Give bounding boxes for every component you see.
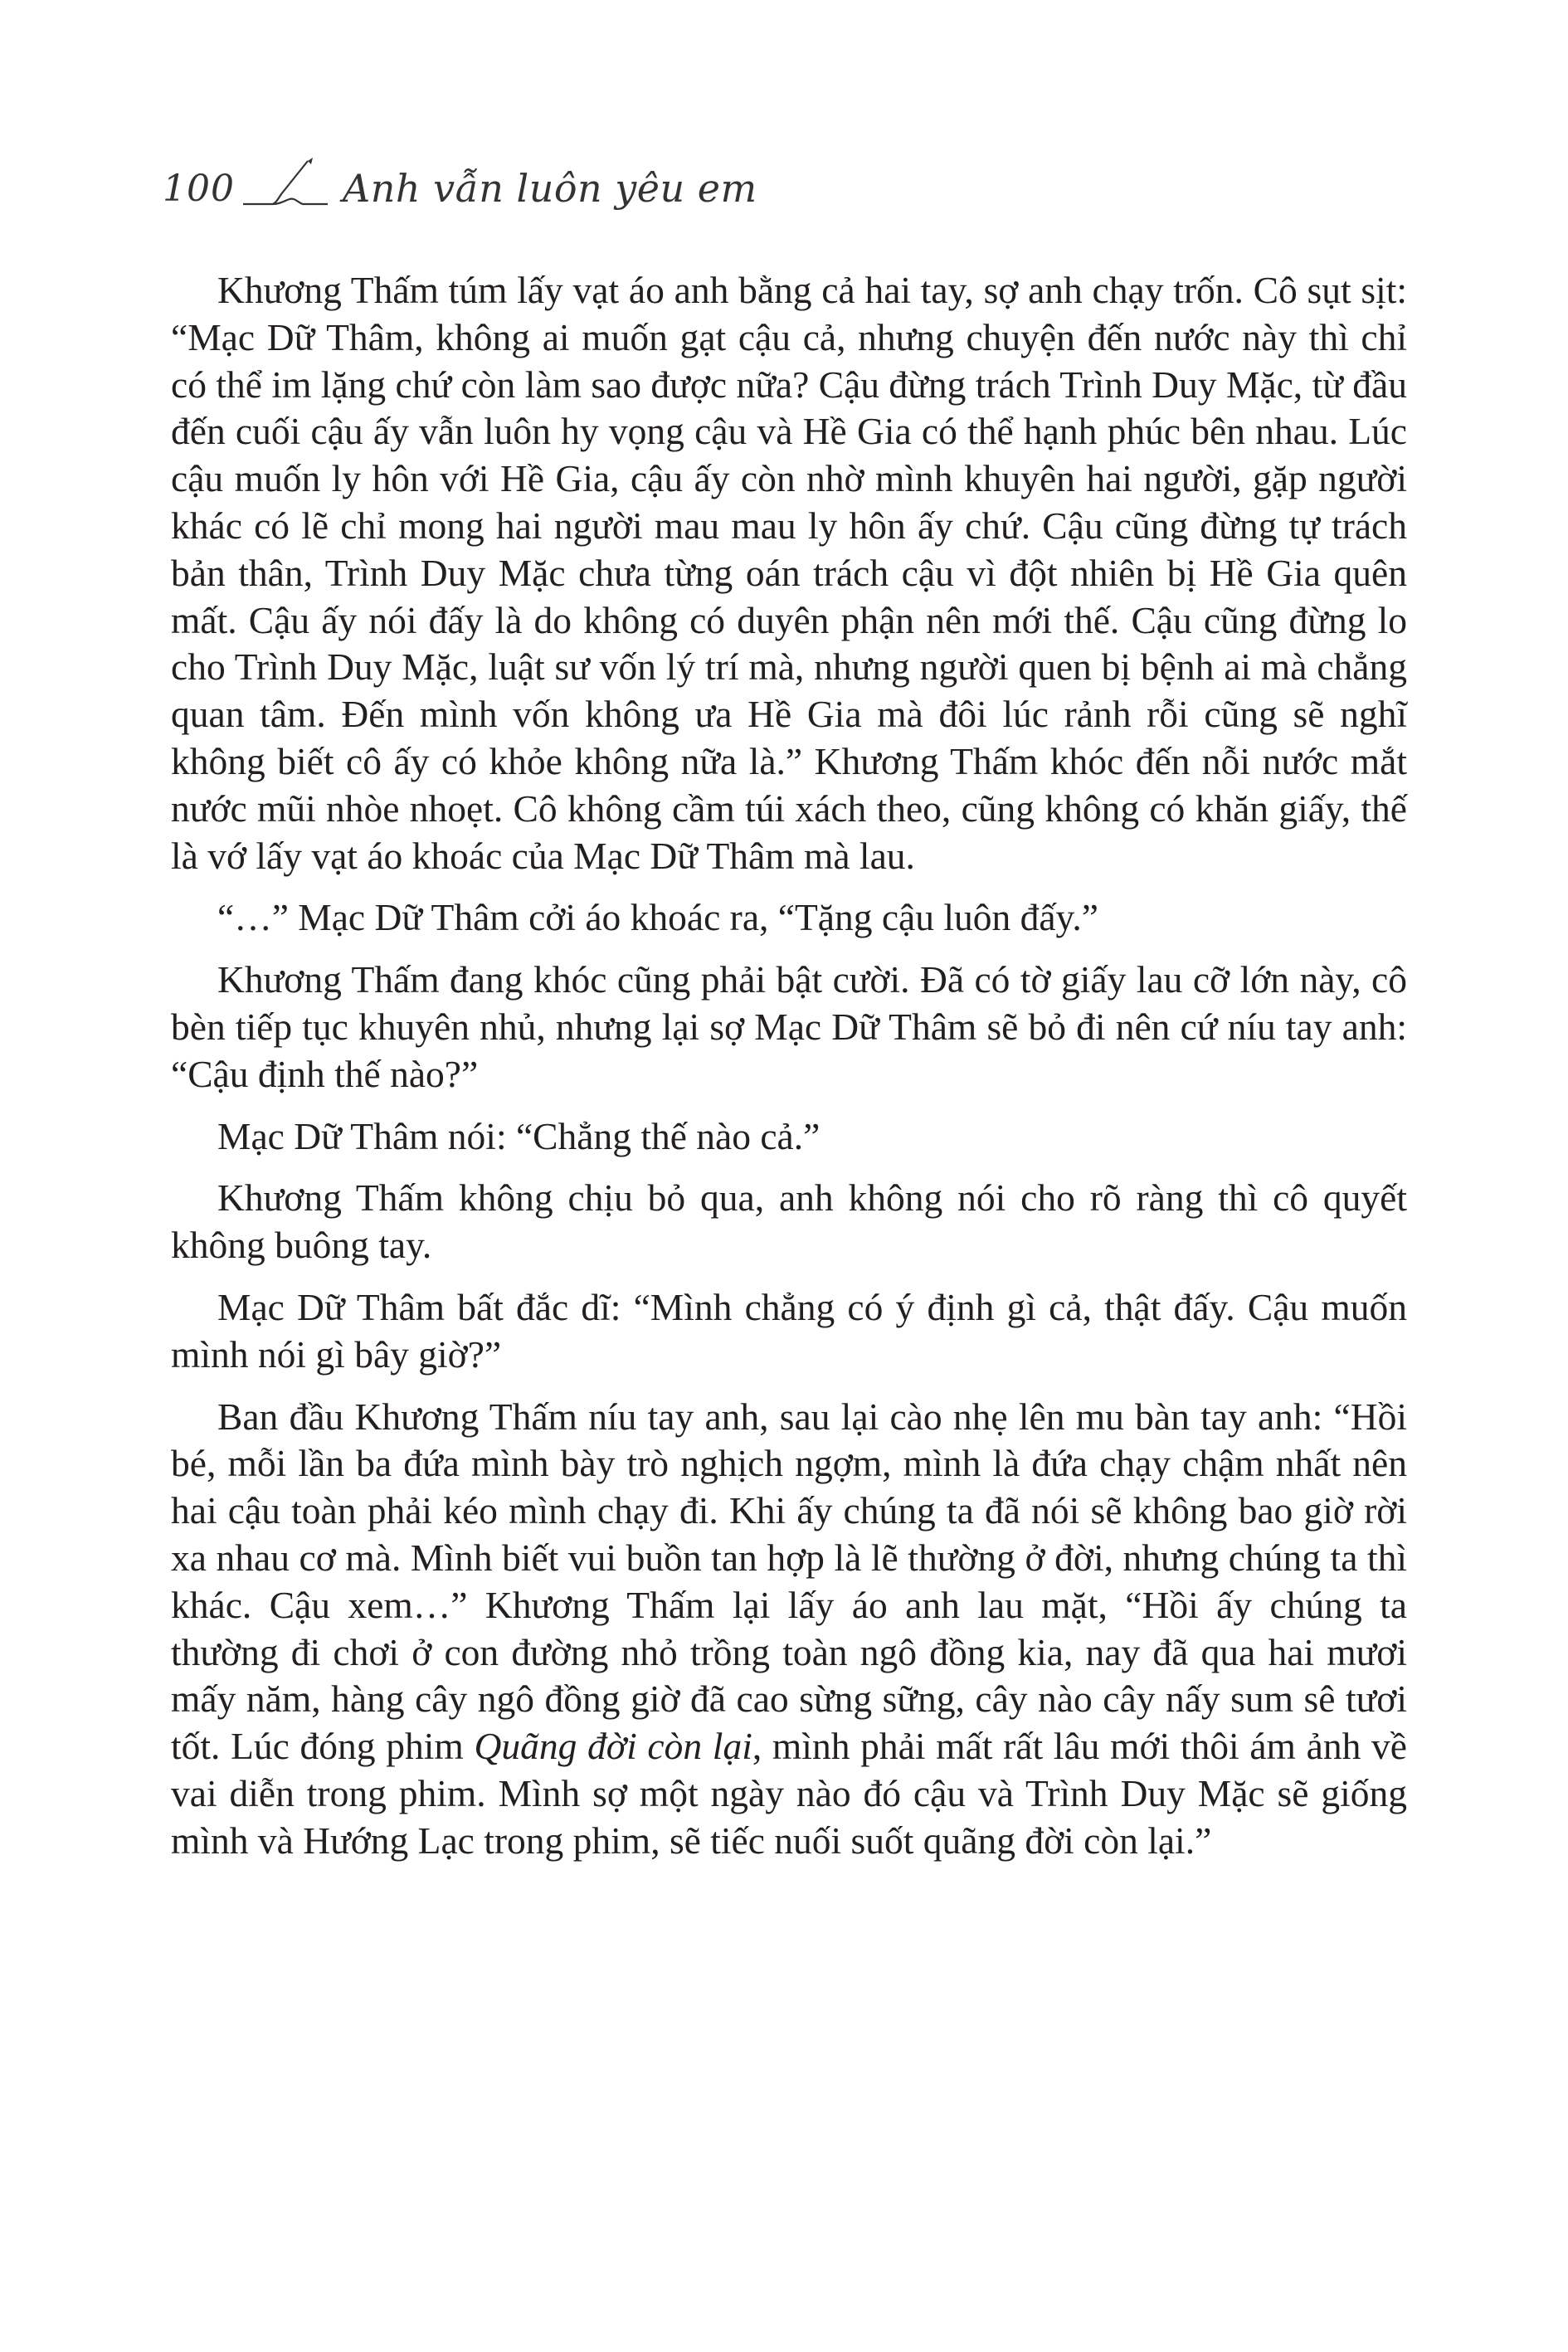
paragraph-5: Khương Thấm không chịu bỏ qua, anh không nói cho rõ ràng thì cô quyết không buông tay. — [171, 1176, 1407, 1267]
paragraph-7-start: Ban đầu Khương Thấm níu tay anh, sau lại cào nhẹ lên mu bàn tay anh: “Hồi bé, mỗi lần ba đứa mình bày trò nghịch ngợm, mình là đứa chạy chậm nhất nên hai cậu toàn phải kéo mình chạy đi. Khi ấy chúng ta đã nói sẽ không bao giờ rời xa nhau cơ mà. Mình biết vui buồn tan hợp là lẽ thường ở đời, nhưng chúng ta thì khác. Cậu xem…” Khương Thấm lại lấy áo anh lau mặt, “Hồi ấy chúng ta thường đi chơi ở con đường nhỏ trồng toàn ngô đồng kia, nay đã qua hai mươi mấy năm, hàng cây ngô đồng giờ đã cao sừng sững, cây nào cây nấy sum sê tươi tốt. Lúc đóng phim — [171, 1395, 1407, 1768]
chapter-body — [171, 267, 1407, 1865]
paragraph-6: Mạc Dữ Thâm bất đắc dĩ: “Mình chẳng có ý định gì cả, thật đấy. Cậu muốn mình nói gì bây giờ?” — [171, 1285, 1407, 1376]
film-title: Quãng đời còn lại — [474, 1725, 752, 1768]
pen-icon — [240, 156, 331, 207]
running-header — [163, 149, 757, 211]
paragraph-7-end: , mình phải mất rất lâu mới thôi ám ảnh về vai diễn trong phim. Mình sợ một ngày nào đó cậu và Trình Duy Mặc sẽ giống mình và Hướng Lạc trong phim, sẽ tiếc nuối suốt quãng đời còn lại.” — [171, 1725, 1407, 1862]
paragraph-3: Khương Thấm đang khóc cũng phải bật cười. Đã có tờ giấy lau cỡ lớn này, cô bèn tiếp tục khuyên nhủ, nhưng lại sợ Mạc Dữ Thâm sẽ bỏ đi nên cứ níu tay anh: “Cậu định thế nào?” — [171, 958, 1407, 1095]
page-number: 100 — [163, 168, 235, 210]
paragraph-1: Khương Thấm túm lấy vạt áo anh bằng cả hai tay, sợ anh chạy trốn. Cô sụt sịt: “Mạc Dữ Thâm, không ai muốn gạt cậu cả, nhưng chuyện đến nước này thì chỉ có thể im lặng chứ còn làm sao được nữa? Cậu đừng trách Trình Duy Mặc, từ đầu đến cuối cậu ấy vẫn luôn hy vọng cậu và Hề Gia có thể hạnh phúc bên nhau. Lúc cậu muốn ly hôn với Hề Gia, cậu ấy còn nhờ mình khuyên hai người, gặp người khác có lẽ chỉ mong hai người mau mau ly hôn ấy chứ. Cậu cũng đừng tự trách bản thân, Trình Duy Mặc chưa từng oán trách cậu vì đột nhiên bị Hề Gia quên mất. Cậu ấy nói đấy là do không có duyên phận nên mới thế. Cậu cũng đừng lo cho Trình Duy Mặc, luật sư vốn lý trí mà, nhưng người quen bị bệnh ai mà chẳng quan tâm. Đến mình vốn không ưa Hề Gia mà đôi lúc rảnh rỗi cũng sẽ nghĩ không biết cô ấy có khỏe không nữa là.” Khương Thấm khóc đến nỗi nước mắt nước mũi nhòe nhoẹt. Cô không cầm túi xách theo, cũng không có khăn giấy, thế là vớ lấy vạt áo khoác của Mạc Dữ Thâm mà lau. — [171, 269, 1407, 877]
book-title: Anh vẫn luôn yêu em — [342, 166, 757, 211]
paragraph-2: “…” Mạc Dữ Thâm cởi áo khoác ra, “Tặng cậu luôn đấy.” — [217, 896, 1098, 939]
paragraph-4: Mạc Dữ Thâm nói: “Chẳng thế nào cả.” — [217, 1114, 821, 1157]
paragraph-7 — [171, 1394, 1407, 1865]
